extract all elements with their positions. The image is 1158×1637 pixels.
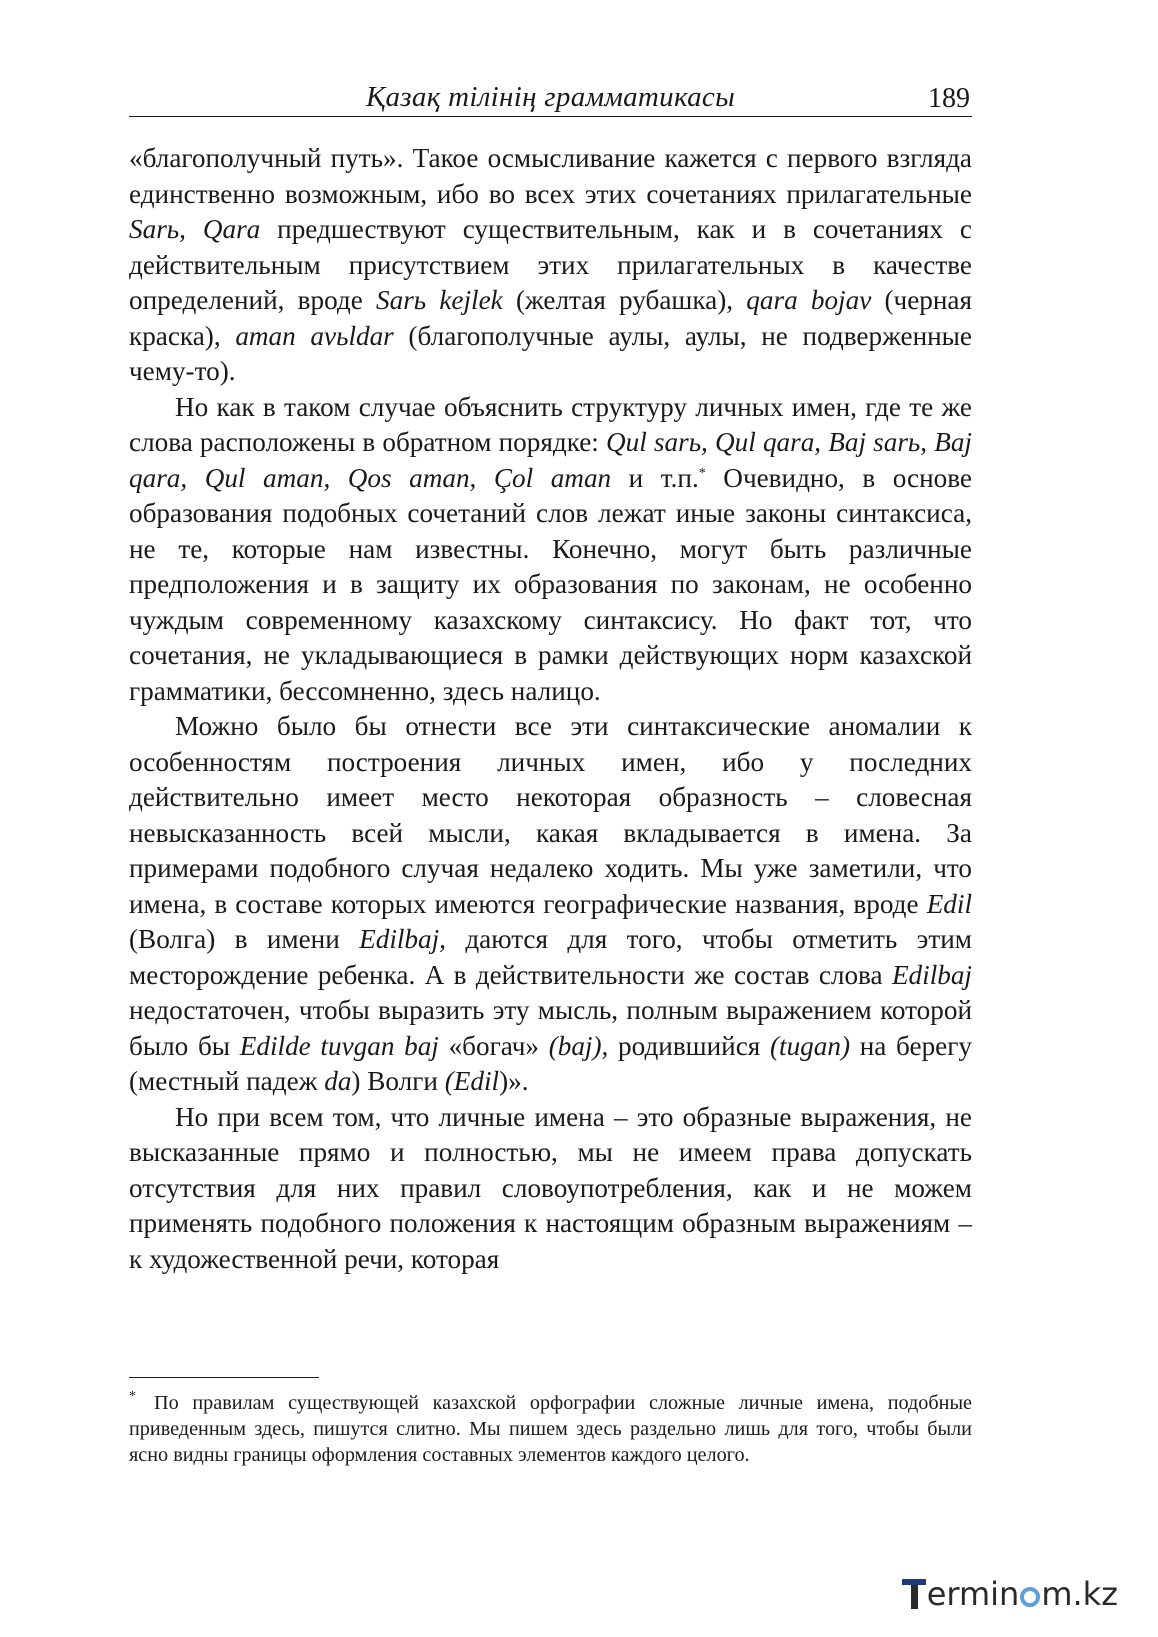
text-run: даются для того, чтобы отметить этим месторождение ребенка. А в действительности же состав слова — [129, 924, 972, 990]
text-run: (Волга) в имени — [129, 924, 360, 954]
page-number: 189 — [928, 83, 970, 114]
logo-ring-icon — [1020, 1587, 1040, 1607]
body-paragraph — [129, 141, 972, 390]
text-run: ) Волги — [351, 1066, 445, 1096]
italic-term: aman avьldar — [235, 320, 394, 351]
text-run: )». — [499, 1066, 529, 1096]
italic-term: Sarь kejlek — [376, 285, 503, 315]
text-run: и т.п. — [611, 462, 699, 493]
text-run: на берегу (местный падеж — [129, 1030, 972, 1096]
text-run: (черная краска), — [129, 285, 973, 351]
text-run: предшествуют существительным, как и в сочетаниях с действительным присутствием этих прилагательных в качестве определений, вроде — [129, 214, 972, 315]
running-header — [129, 80, 972, 117]
text-run: «богач» — [438, 1030, 549, 1061]
italic-term: Edilbaj, — [359, 924, 446, 954]
italic-term: (tugan) — [769, 1030, 851, 1061]
running-header-title: Қазақ тілінің грамматикасы — [365, 81, 736, 113]
logo-text-left: ermin — [926, 1575, 1020, 1613]
footnote-separator — [129, 1377, 319, 1378]
footnote-paragraph — [129, 1390, 972, 1469]
italic-term: (baj), — [548, 1030, 609, 1061]
text-run: «благополучный путь». Такое осмысливание кажется с первого взгляда единственно возможным, ибо во всех этих сочетаниях прилагательные — [129, 143, 972, 209]
italic-term: Qul sarь, Qul qara, Baj sarь, Baj qara, Qul aman, Qos aman, Çol aman — [129, 427, 972, 493]
italic-term: Edil — [926, 888, 972, 919]
main-text — [129, 141, 972, 1277]
body-paragraph — [129, 390, 972, 710]
italic-term: Sarь, Qara — [129, 214, 261, 244]
body-paragraph — [129, 1100, 972, 1278]
footnote — [129, 1390, 972, 1469]
text-run: Но при всем том, что личные имена – это образные выражения, не высказанные прямо и полностью, мы не имеем права допускать отсутствия для них правил словоупотребления, как и не можем применять подобного положения к настоящим образным выражениям – к художественной речи, которая — [129, 1101, 972, 1274]
logo-t-glyph-icon — [902, 1579, 926, 1609]
text-run: Но как в таком случае объяснить структуру личных имен, где те же слова расположены в обратном порядке: — [129, 391, 972, 457]
text-run: родившийся — [608, 1030, 770, 1061]
italic-term: da — [324, 1066, 352, 1096]
logo-text-right: m.kz — [1041, 1575, 1118, 1613]
italic-term: Edilbaj — [891, 959, 972, 990]
italic-term: (Edil — [444, 1066, 500, 1096]
body-paragraph — [129, 709, 972, 1100]
italic-term: Edilde tuvgan baj — [239, 1030, 439, 1061]
terminkom-watermark-logo — [902, 1573, 1118, 1615]
text-run: Очевидно, в основе образования подобных сочетаний слов лежат иные законы синтаксиса, не те, которые нам известны. Конечно, могут быть различные предположения и в защиту их образования по законам, не особенно чуждым современному казахскому синтаксису. Но факт тот, что сочетания, не укладывающиеся в рамки действующих норм казахской грамматики, бессомненно, здесь налицо. — [129, 462, 972, 706]
text-run: (желтая рубашка), — [502, 285, 747, 315]
text-run: Можно было бы отнести все эти синтаксические аномалии к особенностям построения личных имен, ибо у последних действительно имеет место некоторая образность – словесная невысказанность всей мысли, какая вкладывается в имена. За примерами подобного случая недалеко ходить. Мы уже заметили, что имена, в составе которых имеются географические названия, вроде — [129, 711, 972, 919]
italic-term: qara bojav — [746, 285, 872, 315]
footnote-reference: * — [698, 465, 706, 481]
text-run: (благополучные аулы, аулы, не подверженные чему-то). — [129, 320, 972, 386]
footnote-mark: * — [129, 1389, 136, 1404]
text-run: недостаточен, чтобы выразить эту мысль, полным выражением которой было бы — [129, 995, 972, 1061]
footnote-text: По правилам существующей казахской орфографии сложные личные имена, подобные приведенным здесь, пишутся слитно. Мы пишем здесь раздельно лишь для того, чтобы были ясно видны границы оформления составных элементов каждого целого. — [129, 1392, 972, 1467]
